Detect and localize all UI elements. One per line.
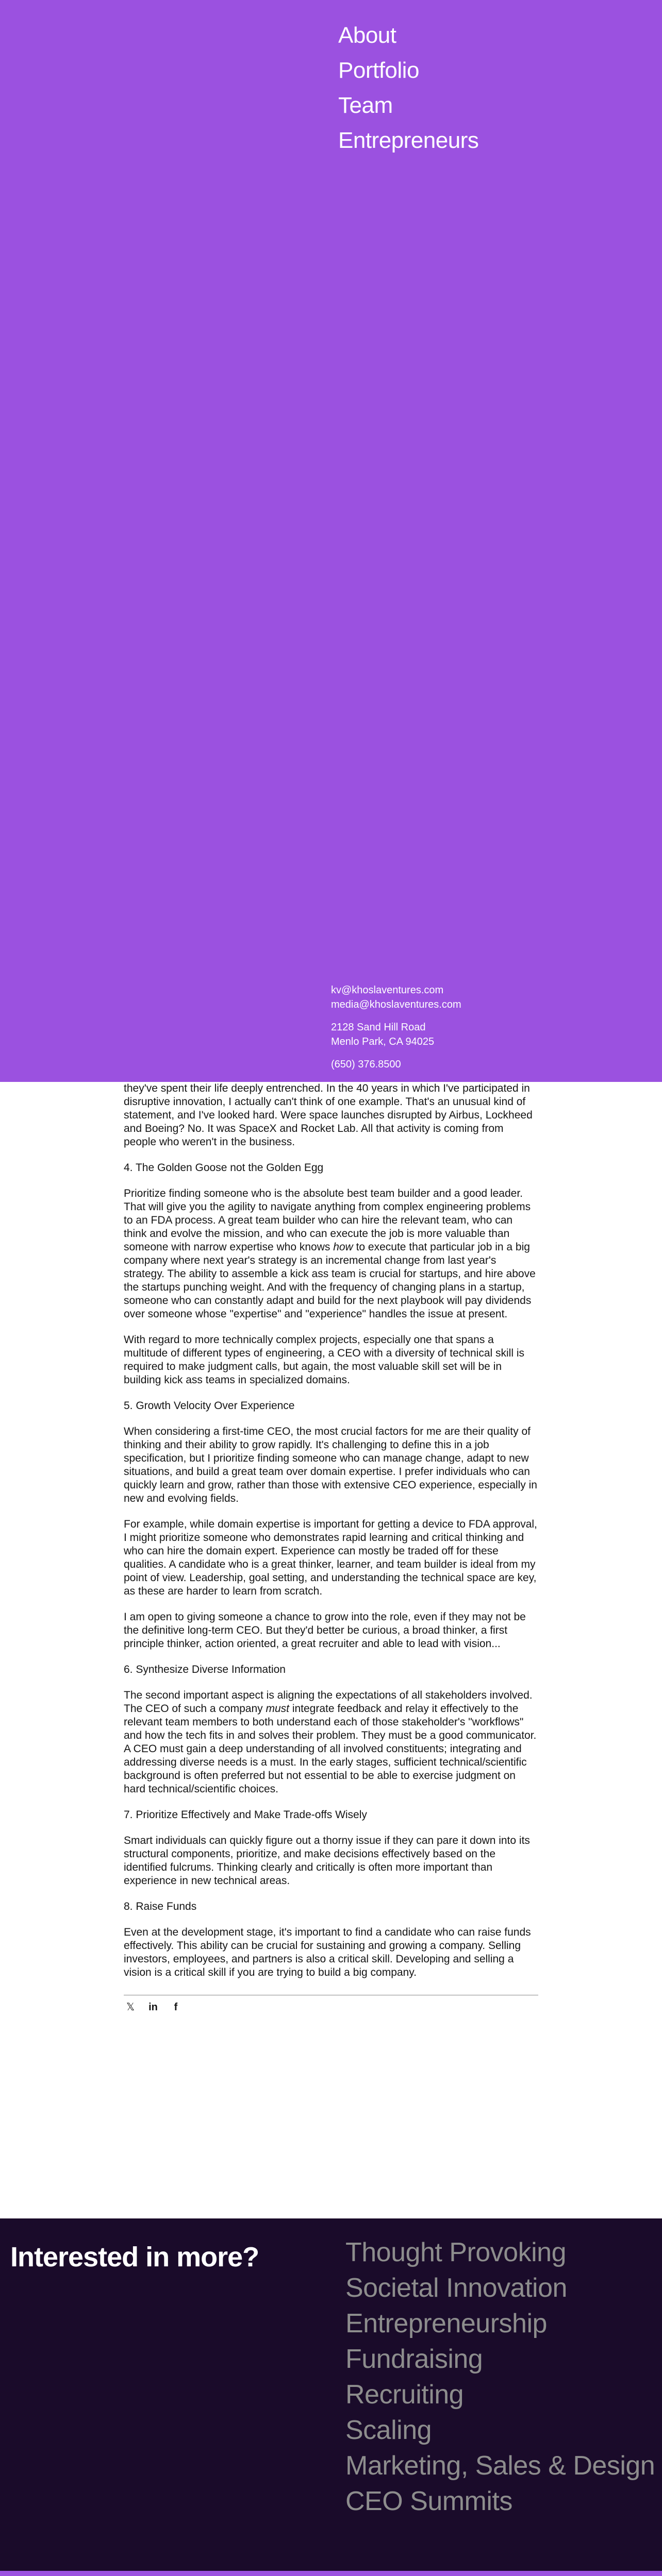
nav-team[interactable]: Team [338,93,393,118]
section-heading-4: 4. The Golden Goose not the Golden Egg [124,1162,324,1174]
nav-entrepreneurs[interactable]: Entrepreneurs [338,128,479,153]
section-heading-8: 8. Raise Funds [124,1901,197,1912]
x-share-icon[interactable]: 𝕏 [126,2002,135,2013]
interested-title: Interested in more? [10,2242,259,2273]
nav-portfolio[interactable]: Portfolio [338,58,419,83]
email-kv-link[interactable]: kv@khoslaventures.com [331,985,444,996]
topic-link[interactable]: Entrepreneurship [345,2309,547,2338]
topic-link[interactable]: Scaling [345,2415,432,2445]
topic-link[interactable]: Thought Provoking [345,2238,566,2267]
address-line-1: 2128 Sand Hill Road [331,1022,426,1033]
article-paragraph: With regard to more technically complex projects, especially one that spans a multitude of different types of engineering, a CEO with a diversity of technical skill is required to make judgment calls, but again, the most valuable skill set will be in building kick ass teams in specialized domains. [124,1334,524,1386]
article-paragraph: Prioritize finding someone who is the absolute best team builder and a good leader. That will give you the agility to navigate anything from complex engineering problems to an FDA process. A great team builder who can hire the relevant team, who can think and evolve the mission, and who can execute the job is more valuable than someone with narrow expertise who knows how to execute that particular job in a big company where next year's strategy is an incremental change from last year's strategy. The ability to assemble a kick ass team is crucial for startups, and hire above the startups punching weight. And with the frequency of changing plans in a startup, someone who can constantly adapt and build for the next playbook will pay dividends over someone whose "expertise" and "experience" handles the issue at present. [124,1188,536,1320]
topic-link[interactable]: Recruiting [345,2380,464,2410]
interested-section [0,2218,662,2571]
main-nav [338,21,478,156]
topic-link[interactable]: Fundraising [345,2344,483,2374]
article-paragraph: Smart individuals can quickly figure out a thorny issue if they can pare it down into its structural components, prioritize, and make decisions effectively based on the identified fulcrums. Thinking clearly and critically is often more important than experience in new technical areas. [124,1835,530,1887]
section-heading-6: 6. Synthesize Diverse Information [124,1664,286,1675]
article-paragraph: Even at the development stage, it's important to find a candidate who can raise funds effectively. This ability can be crucial for sustaining and growing a company. Selling investors, employees, and partners is also a critical skill. Developing and selling a vision is a critical skill if you are trying to build a big company. [124,1926,531,1978]
section-heading-7: 7. Prioritize Effectively and Make Trade-offs Wisely [124,1809,367,1821]
topic-link[interactable]: Societal Innovation [345,2273,567,2303]
menu-overlay [0,0,662,1082]
phone-link[interactable]: (650) 376.8500 [331,1059,401,1070]
facebook-share-icon[interactable]: f [174,2002,178,2013]
email-media-link[interactable]: media@khoslaventures.com [331,999,461,1010]
linkedin-share-icon[interactable]: in [148,2002,158,2013]
topic-link[interactable]: CEO Summits [345,2486,512,2516]
article-paragraph: they've spent their life deeply entrenched. In the 40 years in which I've participated in disruptive innovation, I actually can't think of one example. That's an unusual kind of statement, and I've looked hard. Were space launches disrupted by Airbus, Lockheed and Boeing? No. It was SpaceX and Rocket Lab. All that activity is coming from people who weren't in the business. [124,1082,533,1148]
topic-list [345,2235,655,2519]
contact-info [331,983,461,1072]
article-paragraph: When considering a first-time CEO, the most crucial factors for me are their quality of thinking and their ability to grow rapidly. It's challenging to define this in a job specification, but I prioritize finding someone who can manage change, adapt to new situations, and build a great team over domain expertise. I prefer individuals who can quickly learn and grow, rather than those with extensive CEO experience, especially in new and evolving fields. [124,1426,537,1504]
article-paragraph: The second important aspect is aligning the expectations of all stakeholders involved. The CEO of such a company must integrate feedback and relay it effectively to the relevant team members to both understand each of those stakeholder's "workflows" and how the tech fits in and solves their problem. They must be a good communicator. A CEO must gain a deep understanding of all involved constituents; integrating and addressing diverse needs is a must. In the early stages, sufficient technical/scientific background is often preferred but not essential to be able to exercise judgment on hard technical/scientific choices. [124,1689,537,1795]
share-bar [124,1995,538,2014]
article-paragraph: For example, while domain expertise is important for getting a device to FDA approval, I might prioritize someone who demonstrates rapid learning and critical thinking and who can hire the domain expert. Experience can mostly be traded off for these qualities. A candidate who is a great thinker, learner, and team builder is ideal from my point of view. Leadership, goal setting, and understanding the technical space are key, as these are harder to learn from scratch. [124,1518,537,1597]
topic-link[interactable]: Marketing, Sales & Design [345,2451,655,2481]
article-paragraph: I am open to giving someone a chance to grow into the role, even if they may not be the definitive long-term CEO. But they'd better be curious, a broad thinker, a first principle thinker, action oriented, a great recruiter and able to lead with vision... [124,1611,526,1650]
address-line-2: Menlo Park, CA 94025 [331,1036,435,1047]
nav-about[interactable]: About [338,23,396,48]
section-heading-5: 5. Growth Velocity Over Experience [124,1400,295,1412]
quote-section [0,2571,662,2576]
article-body [124,1082,538,2014]
